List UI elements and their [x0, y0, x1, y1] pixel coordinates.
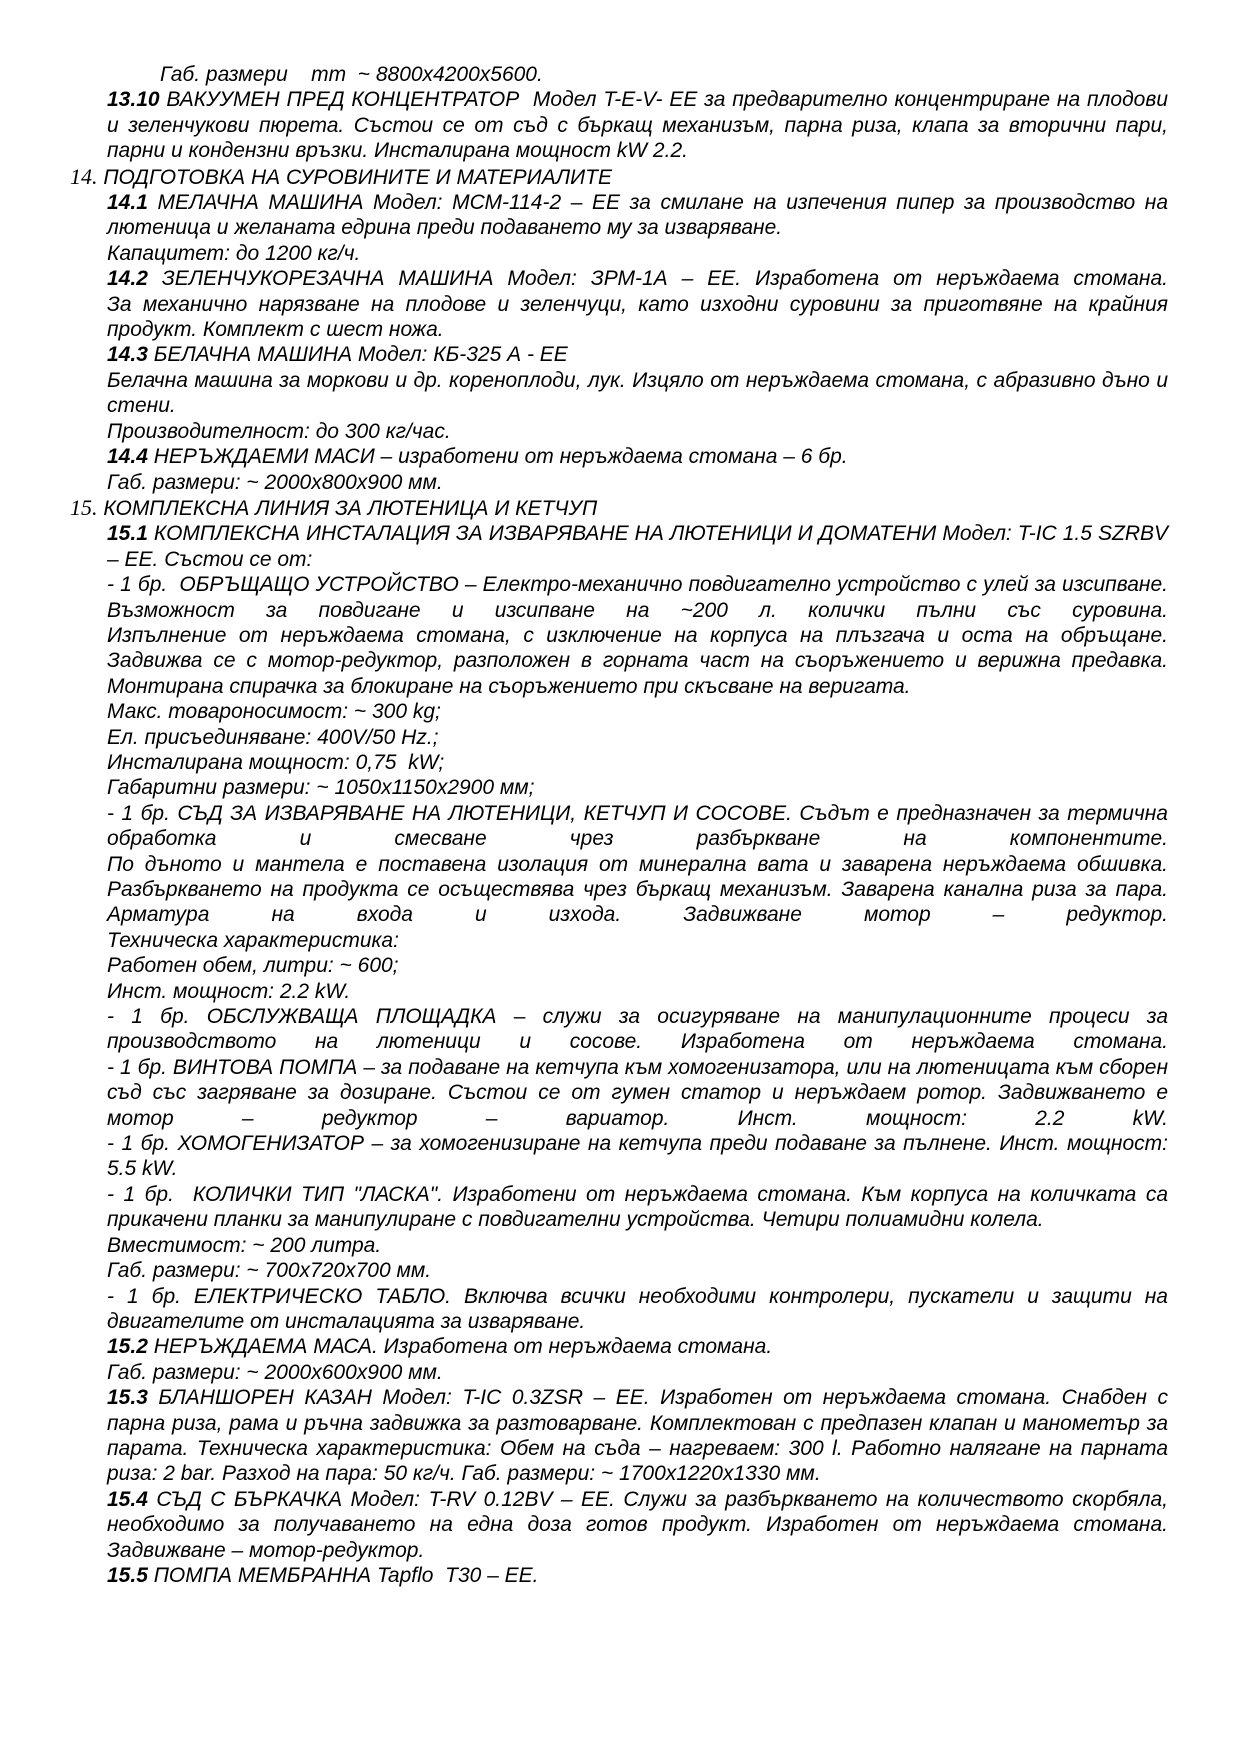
section-heading-15: [70, 495, 1168, 521]
item-text: КОМПЛЕКСНА ИНСТАЛАЦИЯ ЗА ИЗВАРЯВАНЕ НА ЛЮТЕНИЦИ И ДОМАТЕНИ Модел: T-IC 1.5 SZRBV – ЕЕ. Състои се от:: [107, 522, 1168, 571]
item-number: 15.2: [107, 1335, 148, 1359]
item-number: 13.10: [107, 88, 160, 112]
item-14-3: [107, 342, 1168, 367]
spec-line: [107, 979, 1168, 1004]
section-number: 15.: [70, 494, 98, 520]
item-15-4: [107, 1487, 1168, 1563]
bullet-item: [107, 1004, 1168, 1055]
spec-line: [107, 1360, 1168, 1385]
paragraph-text: За механично нарязване на плодове и зеленчуци, като изходни суровини за приготвяне на крайния продукт. Комплект с шест ножа.: [107, 292, 1168, 342]
bullet-item: [107, 1284, 1168, 1335]
item-number: 15.5: [107, 1563, 148, 1587]
spec-line: [107, 699, 1168, 724]
bullet-text: - 1 бр. КОЛИЧКИ ТИП "ЛАСКА". Изработени от неръждаема стомана. Към корпуса на количката са прикачени планки за манипулиране с повдигателни устройства. Четири полиамидни колела.: [107, 1182, 1168, 1232]
section-title: ПОДГОТОВКА НА СУРОВИНИТЕ И МАТЕРИАЛИТЕ: [103, 165, 612, 189]
item-number: 15.3: [107, 1386, 148, 1410]
paragraph: [107, 292, 1168, 343]
item-15-1: [107, 521, 1168, 572]
spec-line: [107, 419, 1168, 444]
dimension-line: [107, 62, 1168, 87]
spec-text: Техническа характеристика:: [107, 928, 399, 952]
item-14-4: [107, 444, 1168, 469]
item-number: 14.1: [107, 191, 148, 215]
spec-line: [107, 1233, 1168, 1258]
spec-text: Ел. присъединяване: 400V/50 Hz.;: [107, 725, 439, 749]
spec-text: Инст. мощност: 2.2 kW.: [107, 979, 351, 1003]
item-number: 15.1: [107, 522, 148, 546]
bullet-text: - 1 бр. ХОМОГЕНИЗАТОР – за хомогенизиране на кетчупа преди подаване за пълнене. Инст. мощност: 5.5 kW.: [107, 1132, 1168, 1181]
paragraph-text: Задвижва се с мотор-редуктор, разположен в горната част на съоръжението и верижна предавка.: [107, 649, 1168, 673]
item-text: ВАКУУМЕН ПРЕД КОНЦЕНТРАТОР Модел T-E-V- ЕЕ за предварително концентриране на плодови и зеленчукови пюрета. Състои се от съд с бъркащ механизъм, парна риза, клапа за вторични пари, парни и кондензни връзки. Инсталирана мощност kW 2.2.: [107, 88, 1168, 163]
spec-text: Макс. товароносимост: ~ 300 kg;: [107, 700, 441, 724]
spec-text: Габ. размери: ~ 2000х600х900 мм.: [107, 1360, 443, 1384]
spec-line: [107, 725, 1168, 750]
spec-line: [107, 928, 1168, 953]
spec-text: Производителност: до 300 кг/час.: [107, 419, 451, 443]
item-text: БЕЛАЧНА МАШИНА Модел: КБ-325 А - ЕЕ: [153, 343, 568, 367]
item-14-1: [107, 190, 1168, 241]
spec-text: Капацитет: до 1200 кг/ч.: [107, 241, 361, 265]
paragraph: [107, 852, 1168, 877]
section-number: 14.: [70, 163, 98, 189]
item-13-10: [107, 87, 1168, 163]
spec-text: Инсталирана мощност: 0,75 kW;: [107, 750, 445, 774]
spec-line: [107, 470, 1168, 495]
paragraph-text: По дъното и мантела е поставена изолация от минерална вата и заварена неръждаема обшивка.: [107, 852, 1168, 876]
item-text: НЕРЪЖДАЕМА МАСА. Изработена от неръждаема стомана.: [153, 1335, 773, 1359]
paragraph-text: Изпълнение от неръждаема стомана, с изключение на корпуса на плъзгача и оста на обръщане.: [107, 623, 1168, 647]
paragraph-text: Разбъркването на продукта се осъществява чрез бъркащ механизъм. Заварена канална риза за пара. Арматура на входа и изхода. Задвижване мотор – редуктор.: [107, 878, 1168, 927]
section-title: КОМПЛЕКСНА ЛИНИЯ ЗА ЛЮТЕНИЦА И КЕТЧУП: [103, 496, 598, 520]
spec-line: [107, 953, 1168, 978]
item-text: СЪД С БЪРКАЧКА Модел: T-RV 0.12BV – ЕЕ. Служи за разбъркването на количеството скорбяла, необходимо за получаването на една доза готов продукт. Изработен от неръждаема стомана. Задвижване – мотор-редуктор.: [107, 1487, 1168, 1562]
paragraph: [107, 674, 1168, 699]
paragraph: [107, 877, 1168, 928]
paragraph: [107, 368, 1168, 419]
bullet-item: [107, 572, 1168, 623]
item-text: БЛАНШОРЕН КАЗАН Модел: T-IC 0.3ZSR – ЕЕ. Изработен от неръждаема стомана. Снабден с парна риза, рама и ръчна задвижка за разтоварване. Комплектован с предпазен клапан и манометър за парата. Техническа характеристика: Обем на съда – нагреваем: 300 l. Работно налягане на парната риза: 2 bar. Разход на пара: 50 кг/ч. Габ. размери: ~ 1700х1220х1330 мм.: [107, 1386, 1168, 1486]
item-number: 15.4: [107, 1487, 148, 1511]
item-number: 14.2: [107, 267, 148, 291]
paragraph-text: Белачна машина за моркови и др. кореноплоди, лук. Изцяло от неръждаема стомана, с абразивно дъно и стени.: [107, 368, 1168, 418]
item-15-3: [107, 1385, 1168, 1487]
item-text: ЗЕЛЕНЧУКОРЕЗАЧНА МАШИНА Модел: ЗРМ-1А – ЕЕ. Изработена от неръждаема стомана.: [161, 267, 1168, 291]
item-text: НЕРЪЖДАЕМИ МАСИ – изработени от неръждаема стомана – 6 бр.: [153, 445, 848, 469]
bullet-text: - 1 бр. СЪД ЗА ИЗВАРЯВАНЕ НА ЛЮТЕНИЦИ, КЕТЧУП И СОСОВЕ. Съдът е предназначен за термична обработка и смесване чрез разбъркване на компонентите.: [107, 801, 1168, 851]
spec-text: Габ. размери: ~ 700х720х700 мм.: [107, 1259, 432, 1283]
spec-text: Вместимост: ~ 200 литра.: [107, 1233, 382, 1257]
spec-line: [107, 750, 1168, 775]
item-15-2: [107, 1334, 1168, 1359]
bullet-text: - 1 бр. ВИНТОВА ПОМПА – за подаване на кетчупа към хомогенизатора, или на лютеницата към сборен съд със загряване за дозиране. Състои се от гумен статор и неръждаем ротор. Задвижването е мотор – редуктор – вариатор. Инст. мощност: 2.2 kW.: [107, 1055, 1168, 1130]
bullet-text: - 1 бр. ЕЛЕКТРИЧЕСКО ТАБЛО. Включва всички необходими контролери, пускатели и защити на двигателите от инсталацията за изваряване.: [107, 1284, 1168, 1333]
spec-line: [107, 241, 1168, 266]
spec-line: [107, 775, 1168, 800]
item-number: 14.3: [107, 343, 148, 367]
item-14-2: [107, 266, 1168, 291]
item-number: 14.4: [107, 445, 148, 469]
spec-text: Работен обем, литри: ~ 600;: [107, 954, 399, 978]
paragraph: [107, 623, 1168, 648]
bullet-item: [107, 1131, 1168, 1182]
bullet-text: - 1 бр. ОБРЪЩАЩО УСТРОЙСТВО – Електро-механично повдигателно устройство с улей за изсипване. Възможност за повдигане и изсипване на ~200 л. колички пълни със суровина.: [107, 573, 1168, 622]
spec-text: Габаритни размери: ~ 1050х1150х2900 мм;: [107, 776, 535, 800]
section-heading-14: [70, 164, 1168, 190]
bullet-item: [107, 1055, 1168, 1131]
bullet-item: [107, 1182, 1168, 1233]
paragraph: [107, 648, 1168, 673]
item-text: МЕЛАЧНА МАШИНА Модел: МСМ-114-2 – ЕЕ за смилане на изпечения пипер за производство на лютеница и желаната едрина преди подаването му за изваряване.: [107, 191, 1168, 240]
spec-line: [107, 1258, 1168, 1283]
bullet-item: [107, 801, 1168, 852]
item-text: ПОМПА МЕМБРАННА Tapflo Т30 – ЕЕ.: [153, 1563, 539, 1587]
item-15-5: [107, 1563, 1168, 1588]
bullet-text: - 1 бр. ОБСЛУЖВАЩА ПЛОЩАДКА – служи за осигуряване на манипулационните процеси за производството на лютеници и сосове. Изработена от неръждаема стомана.: [107, 1005, 1168, 1054]
spec-text: Габ. размери: ~ 2000х800х900 мм.: [107, 470, 443, 494]
dimension-text: Габ. размери mm ~ 8800х4200х5600.: [160, 63, 543, 86]
paragraph-text: Монтирана спирачка за блокиране на съоръжението при скъсване на веригата.: [107, 674, 911, 698]
